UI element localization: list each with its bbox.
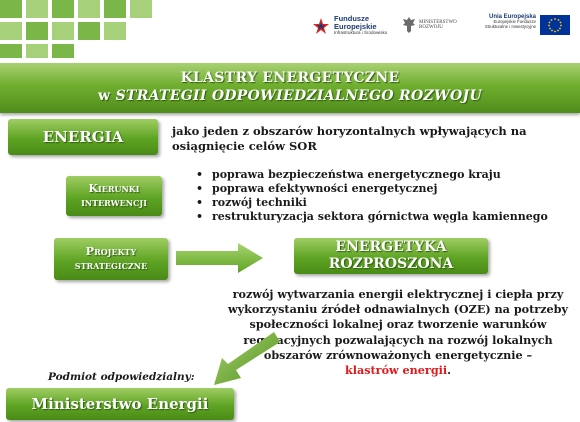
description-line5: obszarów zrównoważonych energetycznie – (263, 347, 533, 362)
description-line2: wykorzystaniu źródeł odnawialnych (OZE) na potrzeby (228, 302, 568, 317)
ministerstwo-energii-box (6, 388, 234, 420)
description-line4: regulacyjnych pozwalających na rozwój lokalnych (243, 332, 553, 347)
energia-text-line1: jako jeden z obszarów horyzontalnych wpływających na (172, 124, 527, 138)
kierunki-list (194, 168, 574, 224)
fe-line3: Infrastruktura i Środowisko (334, 29, 388, 35)
projekty-box (54, 238, 168, 280)
title-line1: KLASTRY ENERGETYCZNE (180, 70, 400, 86)
energetyka-line2: ROZPROSZONA (328, 256, 454, 272)
description-line1: rozwój wytwarzania energii elektrycznej i ciepła przy (232, 287, 564, 301)
kierunki-item: • poprawa efektywności energetycznej (194, 182, 574, 196)
title-banner (0, 63, 580, 113)
title-line2 (0, 88, 580, 104)
description-line3: społeczności lokalnej oraz tworzenie warunków (249, 317, 547, 332)
down-left-arrow-icon (212, 330, 282, 390)
fe-line2: Europejskie (334, 21, 377, 31)
eagle-icon (402, 16, 416, 34)
kierunki-item: • rozwój techniki (194, 196, 574, 210)
title-line2-prefix: w (98, 88, 116, 104)
fe-line1: Fundusze (334, 14, 369, 23)
logo-ministerstwo-rozwoju (402, 14, 472, 42)
projekty-label-line1: Projekty (85, 245, 137, 258)
eu-line3: Strukturalne i Inwestycyjne (484, 23, 536, 29)
min-line2: ROZWOJU (419, 25, 443, 31)
min-line1: MINISTERSTWO (419, 20, 457, 25)
eu-line1: Unia Europejska (488, 14, 536, 20)
energia-label: ENERGIA (42, 128, 124, 146)
eu-line2: Europejskie Fundusze (493, 19, 536, 25)
energetyka-rozproszona-box (294, 238, 488, 274)
logo-fundusze-europejskie (312, 12, 396, 42)
projekty-label-line2: strategiczne (74, 259, 148, 272)
kierunki-label-line1: Kierunki (88, 182, 140, 195)
title-line2-emph: STRATEGII ODPOWIEDZIALNEGO ROZWOJU (115, 88, 482, 104)
eu-flag-icon (540, 15, 570, 35)
energia-text-line2: osiągnięcie celów SOR (172, 139, 317, 153)
klastrow-energii-highlight: klastrów energii (344, 363, 448, 378)
energetyka-line1: ENERGETYKA (335, 239, 447, 255)
logo-unia-europejska (478, 12, 576, 42)
kierunki-item: • poprawa bezpieczeństwa energetycznego kraju (194, 168, 574, 182)
fe-star-icon (312, 16, 330, 38)
energia-box (8, 119, 158, 155)
kierunki-box (66, 176, 162, 216)
energia-text (172, 124, 572, 154)
kierunki-label-line2: interwencji (81, 196, 147, 209)
ministry-label: Ministerstwo Energii (31, 395, 209, 413)
right-arrow-icon (176, 242, 264, 274)
kierunki-item: • restrukturyzacja sektora górnictwa węgla kamiennego (194, 210, 574, 224)
description-end: . (447, 363, 452, 378)
responsible-label: Podmiot odpowiedzialny: (48, 371, 195, 383)
